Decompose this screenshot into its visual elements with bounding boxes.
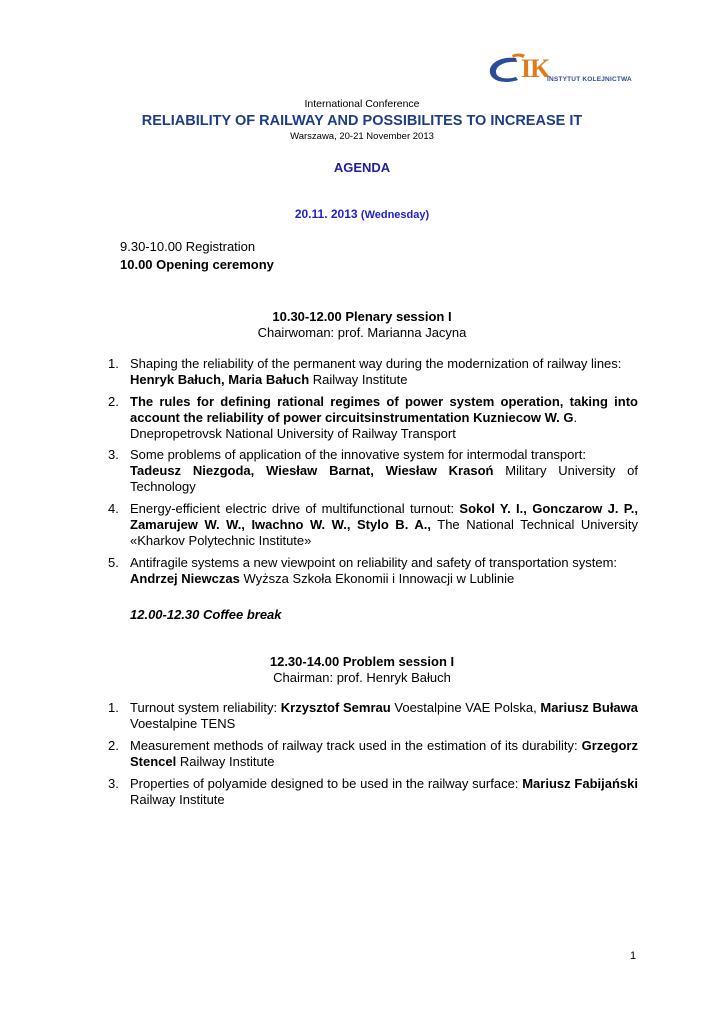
problem-session-chair: Chairman: prof. Henryk Bałuch xyxy=(273,670,451,685)
item-institution: Dnepropetrovsk National University of Railway Transport xyxy=(130,426,456,441)
item-institution-2: Voestalpine TENS xyxy=(130,716,236,731)
opening-ceremony-line: 10.00 Opening ceremony xyxy=(120,257,274,272)
item-title: Shaping the reliability of the permanent way during the modernization of railway lines: xyxy=(130,356,622,371)
plenary-session-chair: Chairwoman: prof. Marianna Jacyna xyxy=(257,325,467,340)
item-authors: Henryk Bałuch, Maria Bałuch xyxy=(130,372,310,387)
conference-place-date: Warszawa, 20-21 November 2013 xyxy=(290,131,434,142)
problem-item-1 xyxy=(108,700,638,732)
item-institution: Railway Institute xyxy=(130,792,225,807)
item-title: Antifragile systems a new viewpoint on reliability and safety of transportation system: xyxy=(130,555,618,570)
item-number: 3. xyxy=(108,776,119,791)
item-number: 2. xyxy=(108,394,119,409)
plenary-item-5 xyxy=(108,555,638,587)
item-authors: Tadeusz Niezgoda, Wiesław Barnat, Wiesław Krasoń xyxy=(130,463,494,478)
item-authors: Sokol Y. I., Gonczarow J. P., Zamarujew W. W., Iwachno W. W., Stylo B. A., xyxy=(130,501,638,532)
item-number: 1. xyxy=(108,356,119,371)
item-punctuation: . xyxy=(573,410,578,425)
logo-name: INSTYTUT KOLEJNICTWA xyxy=(547,76,632,83)
item-institution: Railway Institute xyxy=(179,754,275,769)
conference-title: RELIABILITY OF RAILWAY AND POSSIBILITES TO INCREASE IT xyxy=(141,113,583,129)
item-institution: Wyższa Szkoła Ekonomii i Innowacji w Lublinie xyxy=(243,571,515,586)
coffee-break: 12.00-12.30 Coffee break xyxy=(130,607,282,622)
logo-mark: IK xyxy=(521,54,550,83)
item-number: 5. xyxy=(108,555,119,570)
item-author-1: Krzysztof Semrau xyxy=(280,700,391,715)
plenary-session-title: 10.30-12.00 Plenary session I xyxy=(272,309,452,324)
item-title: The rules for defining rational regimes of power system operation, taking into account the reliability of power circuitsinstrumentation Kuzniecow W. G xyxy=(130,394,638,425)
problem-item-2 xyxy=(108,738,638,770)
problem-item-3 xyxy=(108,776,638,808)
day-heading xyxy=(0,207,724,221)
registration-line: 9.30-10.00 Registration xyxy=(120,239,256,254)
item-authors: Mariusz Fabijański xyxy=(522,776,638,791)
item-institution: Military University of Technology xyxy=(130,463,638,494)
problem-session-title: 12.30-14.00 Problem session I xyxy=(269,654,455,669)
day-date: 20.11. 2013 xyxy=(294,207,358,221)
item-title: Turnout system reliability: xyxy=(130,700,278,715)
page-number: 1 xyxy=(630,950,637,962)
item-institution: Railway Institute xyxy=(312,372,408,387)
item-number: 1. xyxy=(108,700,119,715)
item-authors: Grzegorz Stencel xyxy=(130,738,638,769)
item-title: Measurement methods of railway track used in the estimation of its durability: xyxy=(130,738,578,753)
item-author-2: Mariusz Buława xyxy=(540,700,638,715)
plenary-item-1 xyxy=(108,356,638,388)
item-institution-1: Voestalpine VAE Polska, xyxy=(394,700,537,715)
plenary-item-2 xyxy=(108,394,638,442)
item-authors: Andrzej Niewczas xyxy=(130,571,240,586)
item-number: 4. xyxy=(108,501,119,516)
item-title: Properties of polyamide designed to be used in the railway surface: xyxy=(130,776,519,791)
agenda-heading: AGENDA xyxy=(333,160,391,175)
item-number: 3. xyxy=(108,447,119,462)
item-institution: The National Technical University «Kharkov Polytechnic Institute» xyxy=(130,517,638,548)
day-weekday: (Wednesday) xyxy=(360,209,430,221)
item-number: 2. xyxy=(108,738,119,753)
conference-label: International Conference xyxy=(304,98,420,110)
item-title: Some problems of application of the innovative system for intermodal transport: xyxy=(130,447,586,462)
plenary-item-3 xyxy=(108,447,638,495)
item-title: Energy-efficient electric drive of multifunctional turnout: xyxy=(130,501,455,516)
plenary-item-4 xyxy=(108,501,638,549)
